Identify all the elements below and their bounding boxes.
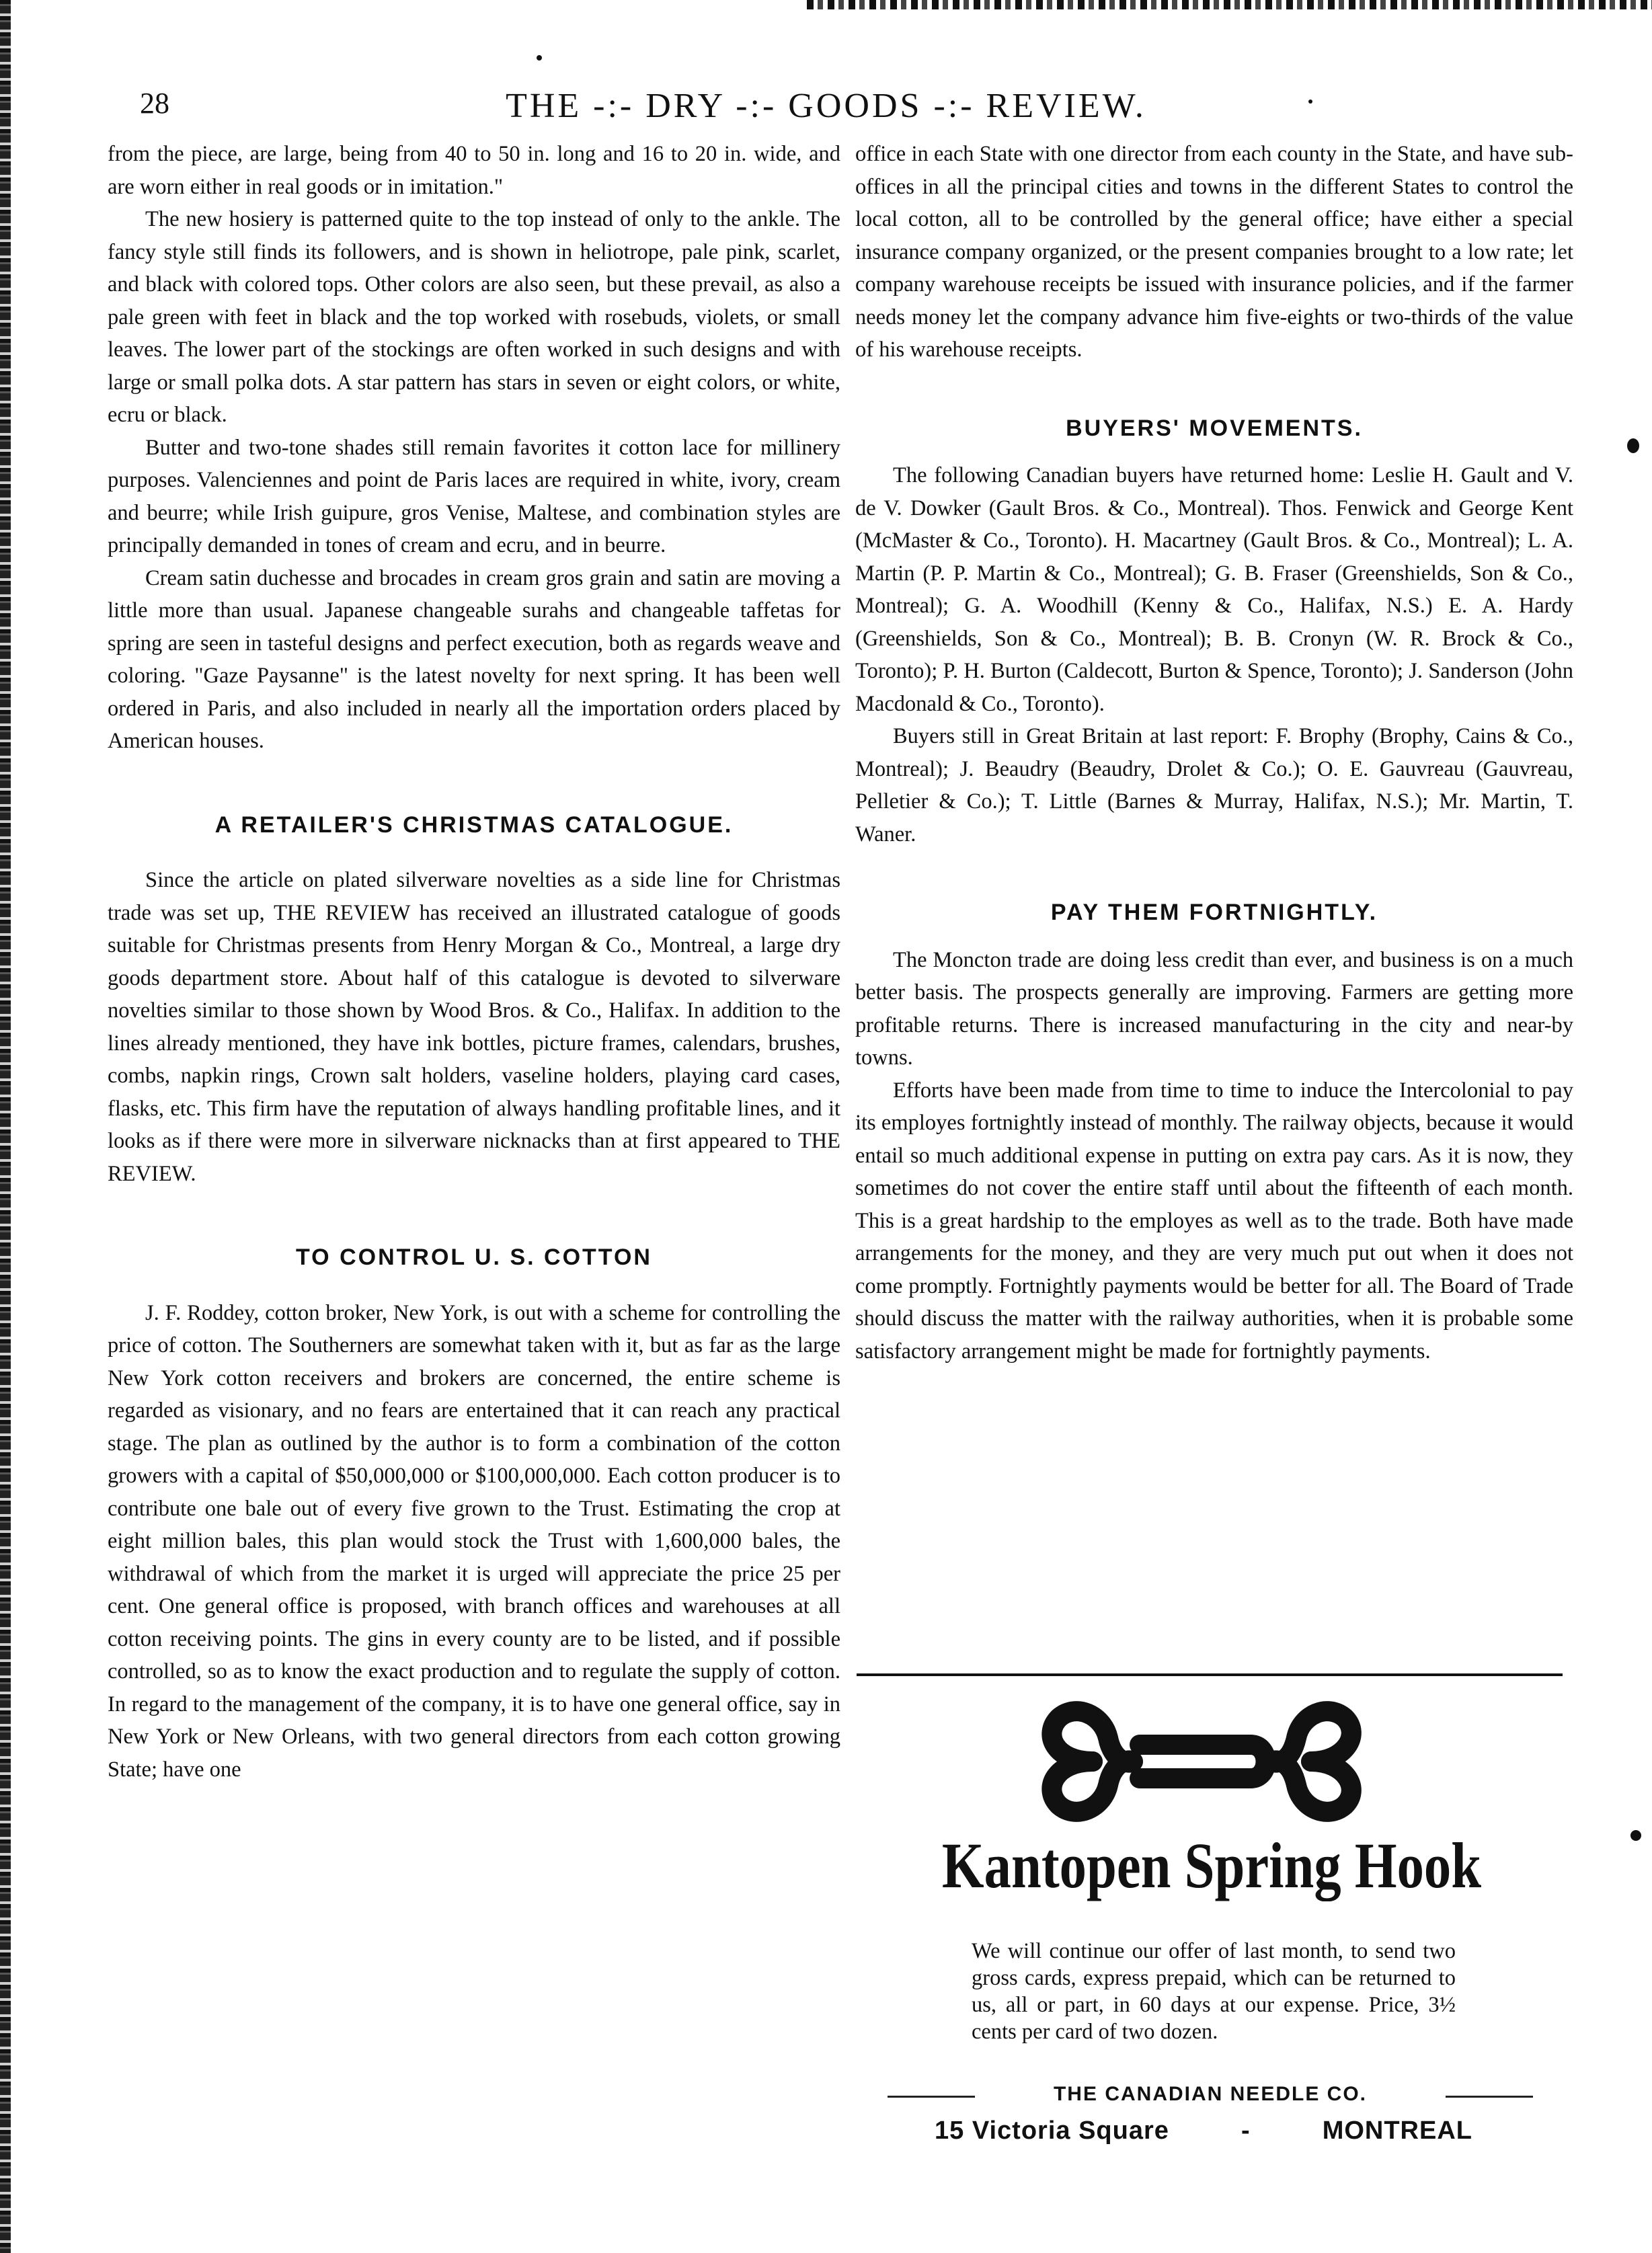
catalogue-heading: A RETAILER'S CHRISTMAS CATALOGUE.	[214, 812, 734, 838]
advertisement-maker: THE CANADIAN NEEDLE CO.	[975, 2083, 1446, 2106]
continued-paragraph: from the piece, are large, being from 40 to 50 in. long and 16 to 20 in. wide, and are worn either in real goods or in imitation."	[108, 142, 840, 199]
address-separator: -	[1241, 2117, 1251, 2145]
scan-edge-left	[0, 0, 11, 2253]
right-column	[855, 138, 1573, 1368]
buyers-abroad-paragraph: Buyers still in Great Britain at last report: F. Brophy (Brophy, Cains & Co., Montreal); J. Beaudry (Beaudry, Drolet & Co.); O. E. Gauvreau (Gauvreau, Pelletier & Co.); T. Little (Barnes & Murray, Halifax, N.S.); Mr. Martin, T. Waner.	[855, 724, 1573, 846]
advertisement-title: Kantopen Spring Hook	[941, 1829, 1482, 1901]
buyers-heading: BUYERS' MOVEMENTS.	[1066, 415, 1363, 441]
running-title: THE -:- DRY -:- GOODS -:- REVIEW.	[506, 87, 1146, 125]
maker-rule-left	[888, 2096, 982, 2098]
hosiery-paragraph: The new hosiery is patterned quite to the top instead of only to the ankle. The fancy style still finds its followers, and is shown in heliotrope, pale pink, scarlet, and black with colored tops. Other colors are also seen, but these prevail, as also a pale green with feet in black and the top worked with rosebuds, violets, or small leaves. The lower part of the stockings are often worked in such designs and with large or small polka dots. A star pattern has stars in seven or eight colors, or white, ecru or black.	[108, 207, 840, 427]
lace-paragraph: Butter and two-tone shades still remain favorites it cotton lace for millinery purposes. Valenciennes and point de Paris laces are required in white, ivory, cream and beurre; while Irish guipure, gros Venise, Maltese, and combination styles are principally demanded in tones of cream and ecru, and in beurre.	[108, 435, 840, 557]
cotton-heading: TO CONTROL U. S. COTTON	[296, 1244, 652, 1270]
advertisement-rule	[857, 1673, 1563, 1676]
moncton-paragraph: The Moncton trade are doing less credit than ever, and business is on a much better basis. The prospects generally are improving. Farmers are getting more profitable returns. There is increased manufacturing in the city and near-by towns.	[855, 947, 1573, 1070]
catalogue-paragraph: Since the article on plated silverware novelties as a side line for Christmas trade was set up, THE REVIEW has received an illustrated catalogue of goods suitable for Christmas presents from Henry Morgan & Co., Montreal, a large dry goods department store. About half of this catalogue is devoted to silverware novelties similar to those shown by Wood Bros. & Co., Halifax. In addition to the lines already mentioned, they have ink bottles, picture frames, calendars, brushes, combs, napkin rings, Crown salt holders, vaseline holders, playing card cases, flasks, etc. This firm have the reputation of always handling profitable lines, and it looks as if there were more in silverware nicknacks than at first appeared to THE REVIEW.	[108, 868, 840, 1186]
advertisement-maker-row	[888, 2083, 1533, 2110]
address-city: MONTREAL	[1322, 2117, 1472, 2145]
scan-edge-top	[807, 0, 1652, 9]
railway-paragraph: Efforts have been made from time to time to induce the Intercolonial to pay its employes fortnightly instead of monthly. The railway objects, because it would entail so much additional expense in putting on extra pay cars. As it is now, they sometimes do not cover the entire staff until about the fifteenth of each month. This is a great hardship to the employes as well as to the trade. Both have made arrangements for the money, and they are very much put out when it does not come promptly. Fortnightly payments would be better for all. The Board of Trade should discuss the matter with the railway authorities, when it is probable some satisfactory arrangement might be made for fortnightly payments.	[855, 1078, 1573, 1363]
page-number: 28	[140, 87, 169, 120]
buyers-returned-paragraph: The following Canadian buyers have returned home: Leslie H. Gault and V. de V. Dowker (Gault Bros. & Co., Montreal). Thos. Fenwick and George Kent (McMaster & Co., Toronto). H. Macartney (Gault Bros. & Co., Montreal); L. A. Martin (P. P. Martin & Co., Montreal); G. B. Fraser (Greenshields, Son & Co., Montreal); G. A. Woodhill (Kenny & Co., Halifax, N.S.) E. A. Hardy (Greenshields, Son & Co., Montreal); B. B. Cronyn (W. R. Brock & Co., Toronto); P. H. Burton (Caldecott, Burton & Spence, Toronto); J. Sanderson (John Macdonald & Co., Toronto).	[855, 463, 1573, 716]
advertisement-address	[935, 2117, 1472, 2145]
cotton-paragraph: J. F. Roddey, cotton broker, New York, is out with a scheme for controlling the price of cotton. The Southerners are somewhat taken with it, but as far as the large New York cotton receivers and brokers are concerned, the entire scheme is regarded as visionary, and no fears are entertained that it can reach any practical stage. The plan as outlined by the author is to form a combination of the cotton growers with a capital of $50,000,000 or $100,000,000. Each cotton producer is to contribute one bale out of every five grown to the Trust. Estimating the crop at eight million bales, this plan would stock the Trust with 1,600,000 bales, the withdrawal of which from the market it is urged will appreciate the price 25 per cent. One general office is proposed, with branch offices and warehouses at all cotton receiving points. The gins in every county are to be listed, and if possible controlled, so as to know the exact production and to regulate the supply of cotton. In regard to the management of the company, it is to have one general office, say in New York or New Orleans, with two general directors from each cotton growing State; have one	[108, 1300, 840, 1782]
advertisement-body: We will continue our offer of last month, to send two gross cards, express prepaid, which can be returned to us, all or part, in 60 days at our expense. Price, 3½ cents per card of two dozen.	[972, 1939, 1456, 2044]
left-column	[108, 138, 840, 1786]
scan-speck	[537, 55, 542, 61]
scan-speck	[1630, 1830, 1641, 1841]
fortnightly-heading: PAY THEM FORTNIGHTLY.	[1050, 900, 1378, 925]
maker-rule-right	[1439, 2096, 1533, 2098]
address-street: 15 Victoria Square	[935, 2117, 1169, 2145]
cotton-continuation-paragraph: office in each State with one director from each county in the State, and have sub-offices in all the principal cities and towns in the different States to control the local cotton, all to be controlled by the general office; have either a special insurance company organized, or the present companies brought to a low rate; let company warehouse receipts be issued with insurance policies, and if the farmer needs money let the company advance him five-eights or two-thirds of the value of his warehouse receipts.	[855, 142, 1573, 362]
satin-paragraph: Cream satin duchesse and brocades in cream gros grain and satin are moving a little more than usual. Japanese changeable surahs and changeable taffetas for spring are seen in tasteful designs and perfect execution, both as regards weave and coloring. "Gaze Paysanne" is the latest novelty for next spring. It has been well ordered in Paris, and also included in nearly all the importation orders placed by American houses.	[108, 565, 840, 753]
scan-speck	[1627, 438, 1639, 453]
spring-hook-icon	[1029, 1698, 1378, 1829]
